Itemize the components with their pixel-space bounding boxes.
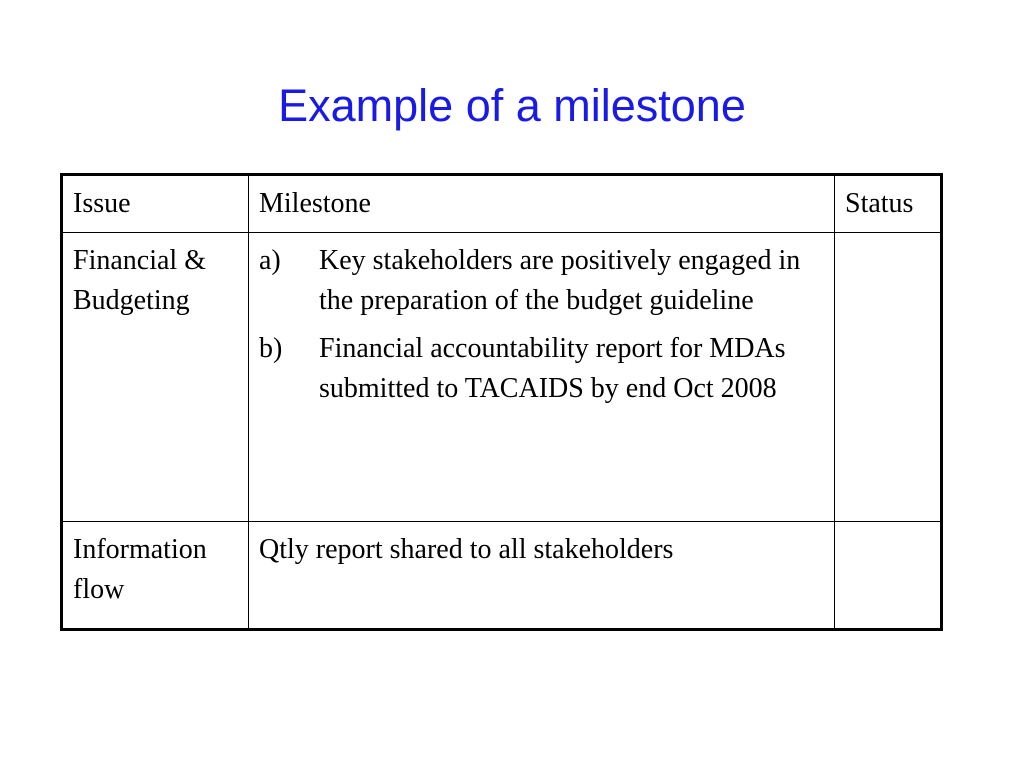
milestone-list [259,241,824,409]
status-cell [835,233,942,522]
list-item [259,241,824,321]
table-row [62,233,942,522]
table-header-row [62,175,942,233]
header-milestone: Milestone [249,175,835,233]
list-marker: b) [259,333,283,364]
status-cell [835,522,942,630]
milestone-text: Key stakeholders are positively engaged in the preparation of the budget guideline [319,245,801,316]
table-row [62,522,942,630]
issue-cell: Financial & Budgeting [62,233,249,522]
issue-cell: Information flow [62,522,249,630]
slide-title: Example of a milestone [278,80,746,131]
list-marker: a) [259,245,281,276]
header-status: Status [835,175,942,233]
milestone-table [60,173,943,631]
milestone-cell [249,233,835,522]
milestone-text: Financial accountability report for MDAs submitted to TACAIDS by end Oct 2008 [319,333,786,404]
header-issue: Issue [62,175,249,233]
milestone-cell: Qtly report shared to all stakeholders [249,522,835,630]
list-item [259,329,824,409]
